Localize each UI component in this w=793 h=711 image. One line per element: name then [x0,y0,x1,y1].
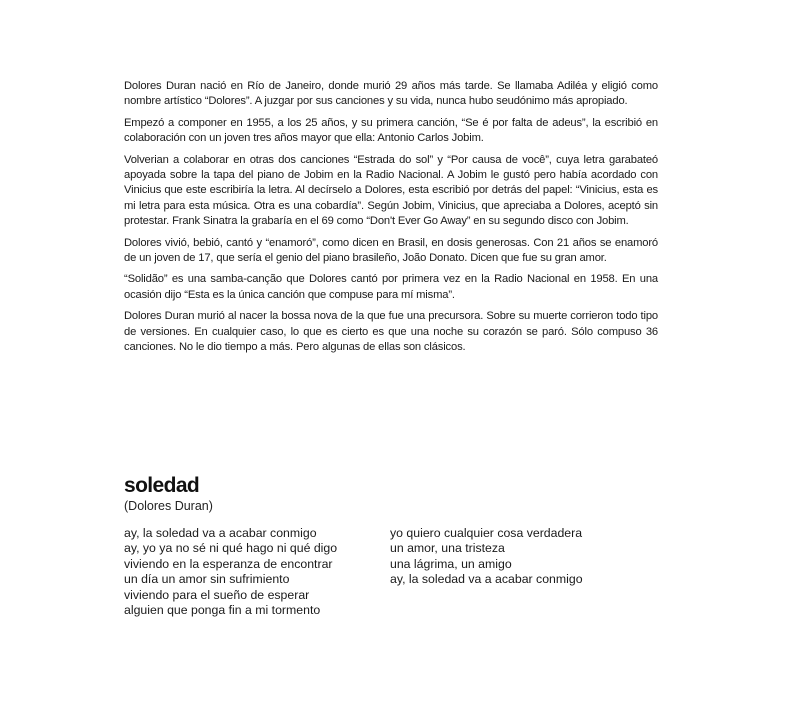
paragraph-love: Dolores vivió, bebió, cantó y “enamoró”, como dicen en Brasil, en dosis generosas. Con 21 años se enamoró de un joven de 17, que sería el genio del piano brasileño, João Donato. Dicen que fue su gran amor. [124,236,658,265]
song-title: soledad [124,474,200,497]
lyric-line: una lágrima, un amigo [390,556,512,571]
article-body [124,79,658,362]
lyric-line: ay, la soledad va a acabar conmigo [390,572,583,587]
paragraph-collaboration: Volverian a colaborar en otras dos canciones “Estrada do sol” y “Por causa de você”, cuya letra garabateó apoyada sobre la tapa del piano de Jobim en la Radio Nacional. A Jobim le gustó pero había acordado con Vinicius que este escribiría la letra. Al decírselo a Dolores, esta escribió por detrás del papel: “Vinicius, esta es mi letra para esta música. Otra es una cobardía”. Según Jobim, Vinicius, que apreciaba a Dolores, aceptó sin protestar. Frank Sinatra la grabaría en el 69 como “Don't Ever Go Away” en su segundo disco con Jobim. [124,153,658,228]
lyric-line: un día un amor sin sufrimiento [124,572,290,587]
paragraph-solidao: “Solidão” es una samba-canção que Dolores cantó por primera vez en la Radio Nacional en 1958. En una ocasión dijo “Esta es la única canción que compuse para mí misma”. [124,273,658,301]
paragraph-first-song: Empezó a componer en 1955, a los 25 años, y su primera canción, “Se é por falta de adeus”, la escribió en colaboración con un joven tres años mayor que ella: Antonio Carlos Jobim. [124,116,658,145]
lyric-line: ay, la soledad va a acabar conmigo [124,526,317,540]
lyric-line: viviendo para el sueño de esperar [124,587,310,602]
paragraph-intro: Dolores Duran nació en Río de Janeiro, donde murió 29 años más tarde. Se llamaba Adiléa y eligió como nombre artístico “Dolores”. A juzgar por sus canciones y su vida, nunca hubo seudónimo más apropiado. [124,80,658,108]
lyrics-right-column [390,526,640,588]
lyric-line: alguien que ponga fin a mi tormento [124,603,321,618]
lyrics-left-column [124,526,374,618]
lyric-line: un amor, una tristeza [390,541,505,556]
song-author: (Dolores Duran) [124,499,213,513]
lyric-line: viviendo en la esperanza de encontrar [124,556,333,571]
paragraph-death: Dolores Duran murió al nacer la bossa nova de la que fue una precursora. Sobre su muerte corrieron todo tipo de versiones. En cualquier caso, lo que es cierto es que una noche su corazón se paró. Sólo compuso 36 canciones. No le dio tiempo a más. Pero algunas de ellas son clásicos. [124,310,658,354]
lyric-line: ay, yo ya no sé ni qué hago ni qué digo [124,541,338,556]
lyric-line: yo quiero cualquier cosa verdadera [390,526,583,540]
